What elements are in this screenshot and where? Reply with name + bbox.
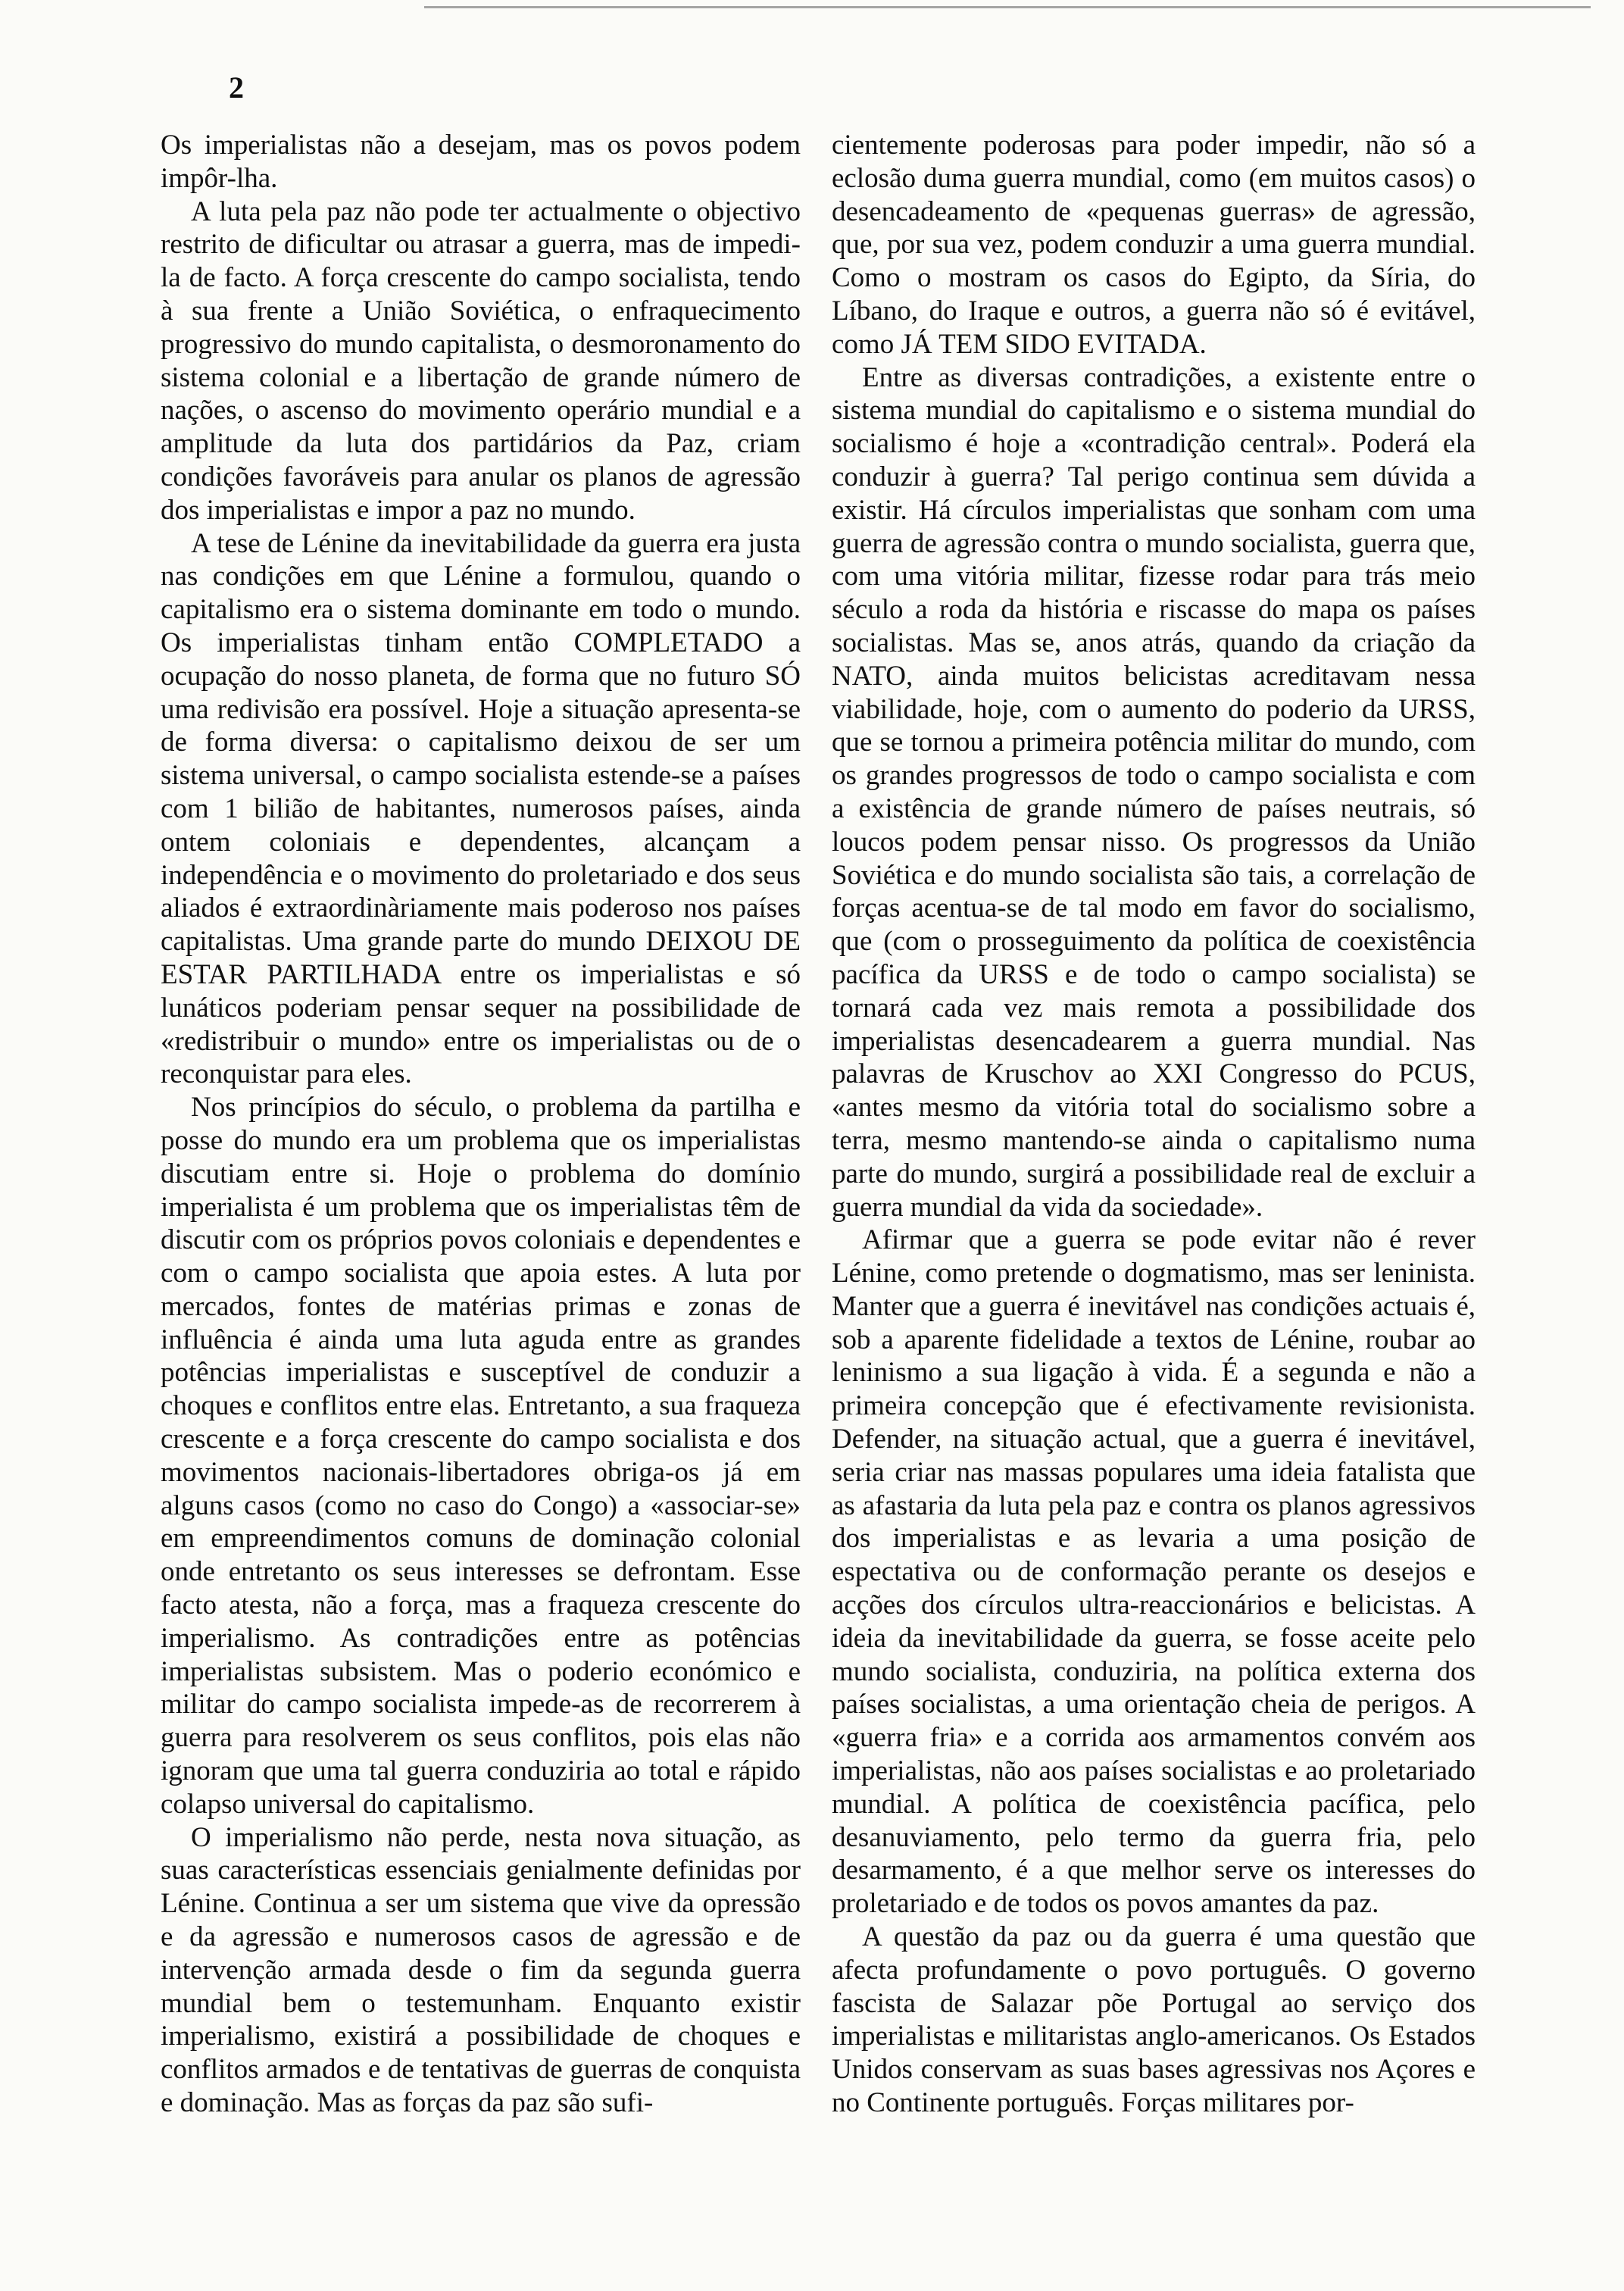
- right-column: [832, 129, 1476, 2120]
- paragraph: Afirmar que a guerra se pode evitar não é rever Lénine, como pretende o dogmatismo, mas ser leninista. Manter que a guerra é inevitável nas condições actuais é, sob a aparente fidelidade a textos de Lénine, roubar ao leninismo a sua ligação à vida. É a segunda e não a primeira concepção que é efectivamente revisionista. Defender, na situação actual, que a guerra é inevitável, seria criar nas massas populares uma ideia fatalista que as afastaria da luta pela paz e contra os planos agressivos dos imperialistas e as levaria a uma posição de espectativa ou de conformação perante os desejos e acções dos círculos ultra-reaccionários e belicistas. A ideia da inevitabilidade da guerra, se fosse aceite pelo mundo socialista, conduziria, na política externa dos países socialistas, a uma orientação cheia de perigos. A «guerra fria» e a corrida aos armamentos convém aos imperialistas, não aos países socialistas e ao proletariado mundial. A política de coexistência pacífica, pelo desanuviamento, pelo termo da guerra fria, pelo desarmamento, é a que melhor serve os interesses do proletariado e de todos os povos amantes da paz.: [832, 1224, 1476, 1920]
- paragraph: Os imperialistas não a desejam, mas os povos podem impôr-lha.: [161, 130, 801, 194]
- paragraph: Entre as diversas contradições, a existente entre o sistema mundial do capitalismo e o sistema mundial do socialismo é hoje a «contradição central». Poderá ela conduzir à guerra? Tal perigo continua sem dúvida a existir. Há círculos imperialistas que sonham com uma guerra de agressão contra o mundo socialista, guerra que, com uma vitória militar, fizesse rodar para trás meio século a roda da história e riscasse do mapa os países socialistas. Mas se, anos atrás, quando da criação da NATO, ainda muitos belicistas acreditavam nessa viabilidade, hoje, com o aumento do poderio da URSS, que se tornou a primeira potência militar do mundo, com os grandes progressos de todo o campo socialista e com a existência de grande número de países neutrais, só loucos podem pensar nisso. Os progressos da União Soviética e do mundo socialista são tais, a correlação de forças acentua-se de tal modo em favor do socialismo, que (com o prosseguimento da política de coexistência pacífica da URSS e de todo o campo socialista) se tornará cada vez mais remota a possibilidade dos imperialistas desencadearem a guerra mundial. Nas palavras de Kruschov ao XXI Congresso do PCUS, «antes mesmo da vitória total do socialismo sobre a terra, mesmo mantendo-se ainda o capitalismo numa parte do mundo, surgirá a possibilidade real de excluir a guerra mundial da vida da sociedade».: [832, 361, 1476, 1223]
- paragraph: cientemente poderosas para poder impedir, não só a eclosão duma guerra mundial, como (em muitos casos) o desencadeamento de «pequenas guerras» de agressão, que, por sua vez, podem conduzir a uma guerra mundial. Como o mostram os casos do Egipto, da Síria, do Líbano, do Iraque e outros, a guerra não só é evitável, como JÁ TEM SIDO EVITADA.: [832, 130, 1476, 360]
- paragraph: Nos princípios do século, o problema da partilha e posse do mundo era um problema que os imperialistas discutiam entre si. Hoje o problema do domínio imperialista é um problema que os imperialistas têm de discutir com os próprios povos coloniais e dependentes e com o campo socialista que apoia estes. A luta por mercados, fontes de matérias primas e zonas de influência é ainda uma luta aguda entre as grandes potências imperialistas e susceptível de conduzir a choques e conflitos entre elas. Entretanto, a sua fraqueza crescente e a força crescente do campo socialista e dos movimentos nacionais-libertadores obriga-os já em alguns casos (como no caso do Congo) a «associar-se» em empreendimentos comuns de dominação colonial onde entretanto os seus interesses se defrontam. Esse facto atesta, não a força, mas a fraqueza crescente do imperialismo. As contradições entre as potências imperialistas subsistem. Mas o poderio económico e militar do campo socialista impede-as de recorrerem à guerra para resolverem os seus conflitos, pois elas não ignoram que uma tal guerra conduziria ao total e rápido colapso universal do capitalismo.: [161, 1092, 801, 1820]
- left-column: [161, 129, 801, 2120]
- paragraph: O imperialismo não perde, nesta nova situação, as suas características essenciais genialmente definidas por Lénine. Continua a ser um sistema que vive da opressão e da agressão e numerosos casos de agressão e de intervenção armada desde o fim da segunda guerra mundial bem o testemunham. Enquanto existir imperialismo, existirá a possibilidade de choques e conflitos armados e de tentativas de guerras de conquista e dominação. Mas as forças da paz são sufi-: [161, 1821, 801, 2119]
- paragraph: A questão da paz ou da guerra é uma questão que afecta profundamente o povo português. O governo fascista de Salazar põe Portugal ao serviço dos imperialistas e militaristas anglo-americanos. Os Estados Unidos conservam as suas bases agressivas nos Açores e no Continente português. Forças militares por-: [832, 1921, 1476, 2119]
- page-top-rule: [424, 6, 1591, 8]
- page-number: 2: [229, 70, 244, 105]
- paragraph: A luta pela paz não pode ter actualmente o objectivo restrito de dificultar ou atrasar a guerra, mas de impedi-la de facto. A força crescente do campo socialista, tendo à sua frente a União Soviética, o enfraquecimento progressivo do mundo capitalista, o desmoronamento do sistema colonial e a libertação de grande número de nações, o ascenso do movimento operário mundial e a amplitude da luta dos partidários da Paz, criam condições favoráveis para anular os planos de agressão dos imperialistas e impor a paz no mundo.: [161, 195, 801, 526]
- paragraph: A tese de Lénine da inevitabilidade da guerra era justa nas condições em que Lénine a formulou, quando o capitalismo era o sistema dominante em todo o mundo. Os imperialistas tinham então COMPLETADO a ocupação do nosso planeta, de forma que no futuro SÓ uma redivisão era possível. Hoje a situação apresenta-se de forma diversa: o capitalismo deixou de ser um sistema universal, o campo socialista estende-se a países com 1 bilião de habitantes, numerosos países, ainda ontem coloniais e dependentes, alcançam a independência e o movimento do proletariado e dos seus aliados é extraordinàriamente mais poderoso nos países capitalistas. Uma grande parte do mundo DEIXOU DE ESTAR PARTILHADA entre os imperialistas e só lunáticos poderiam pensar sequer na possibilidade de «redistribuir o mundo» entre os imperialistas ou de o reconquistar para eles.: [161, 527, 801, 1090]
